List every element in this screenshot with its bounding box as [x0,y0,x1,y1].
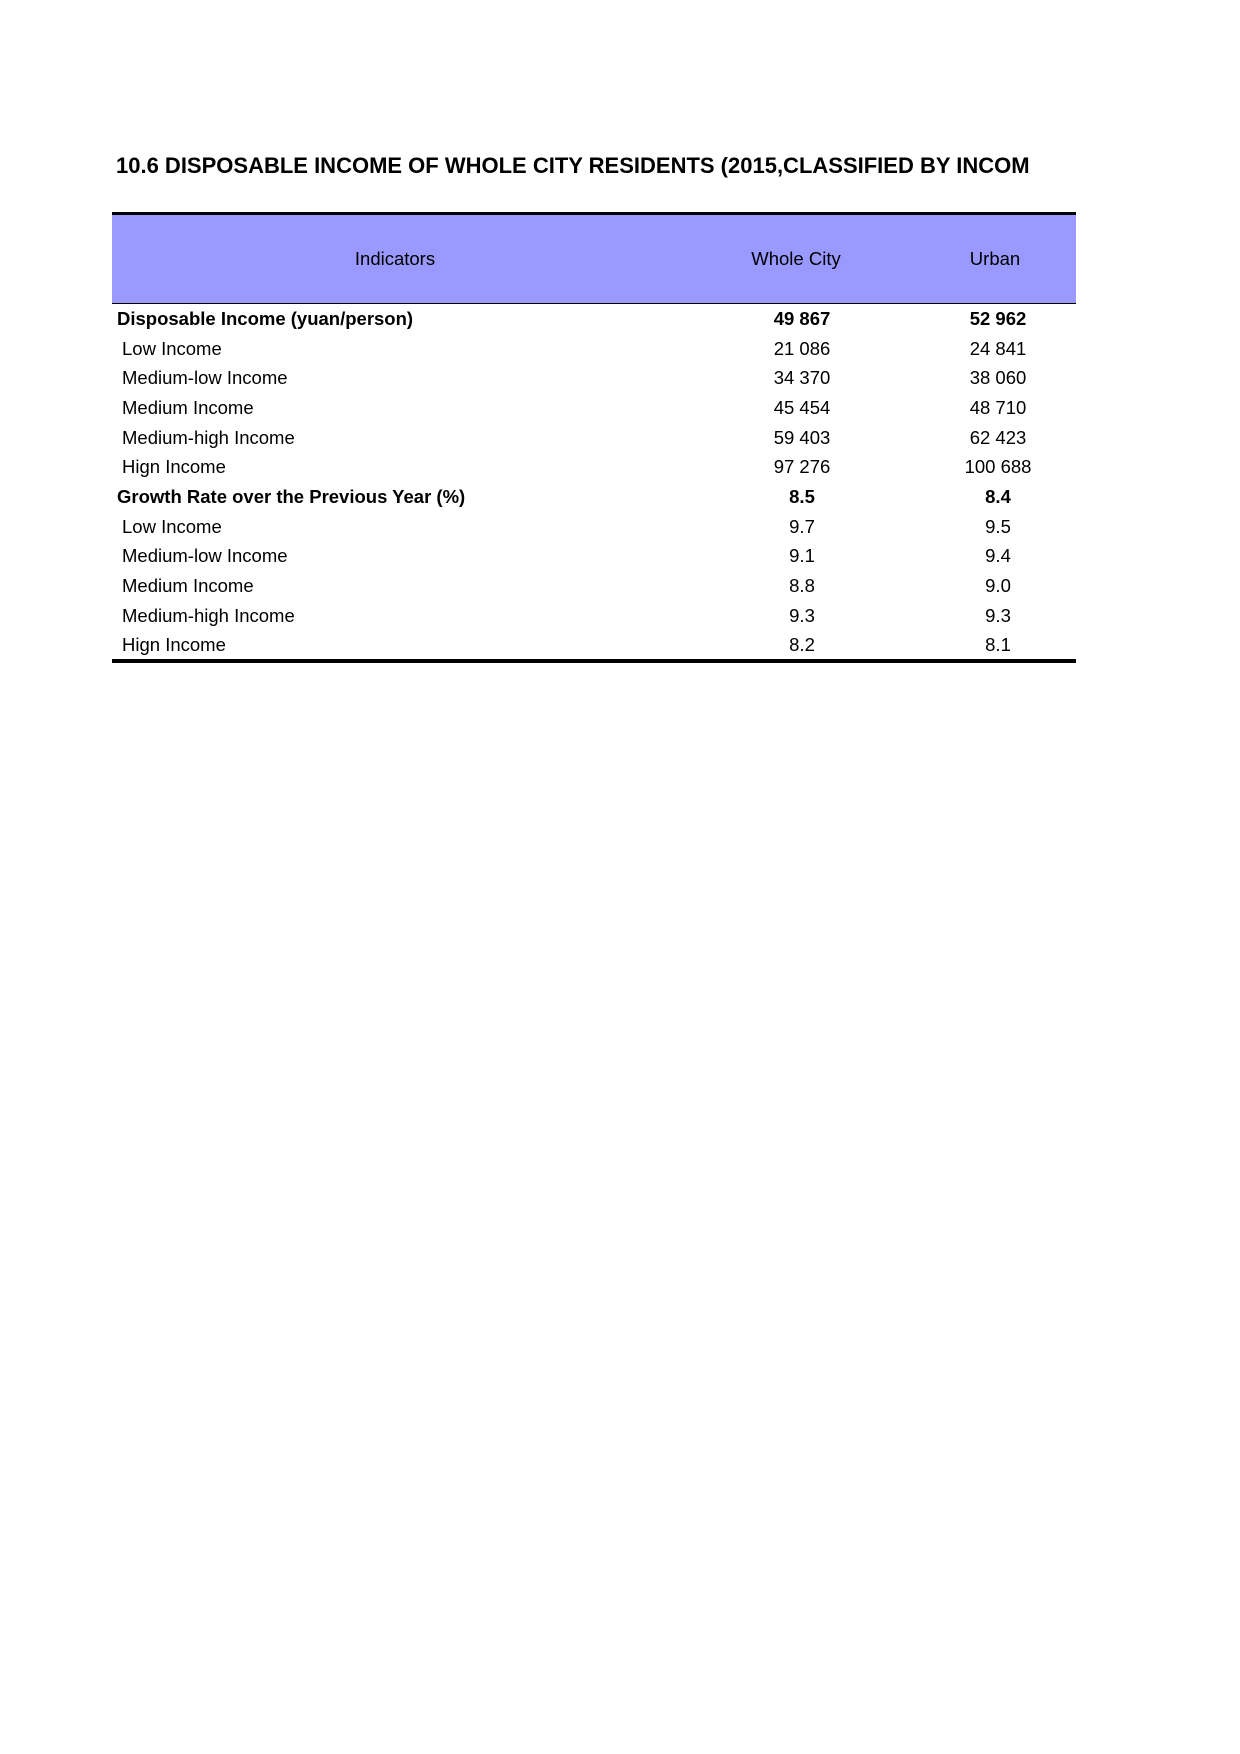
whole-city-value: 9.3 [789,604,815,626]
table-row [112,422,1076,452]
urban-value: 9.4 [985,545,1011,567]
table-row [112,630,1076,661]
whole-city-value: 34 370 [773,367,831,389]
table-row [112,600,1076,630]
column-header-urban: Urban [914,214,1076,304]
table-row [112,452,1076,482]
table-header-row [112,214,1076,304]
table-row [112,571,1076,601]
row-label: Medium-low Income [122,545,288,567]
row-label: Medium-low Income [122,367,288,389]
urban-value: 24 841 [969,337,1027,359]
urban-value: 100 688 [964,456,1032,478]
urban-value: 9.3 [985,604,1011,626]
table-row [112,393,1076,423]
urban-value: 9.0 [985,575,1011,597]
whole-city-value: 8.5 [789,485,815,507]
urban-value: 8.4 [985,485,1011,507]
urban-value: 52 962 [969,308,1027,330]
table-row [112,511,1076,541]
row-label: Disposable Income (yuan/person) [117,308,414,330]
row-label: Growth Rate over the Previous Year (%) [117,485,466,507]
whole-city-value: 8.2 [678,630,914,661]
whole-city-value: 45 454 [773,396,831,418]
whole-city-value: 59 403 [773,426,831,448]
row-label: Medium-high Income [122,426,295,448]
row-label: Low Income [122,337,222,359]
whole-city-value: 49 867 [773,308,831,330]
table-group-row [112,482,1076,512]
whole-city-value: 9.7 [789,515,815,537]
urban-value: 38 060 [969,367,1027,389]
whole-city-value: 9.1 [789,545,815,567]
whole-city-value: 8.8 [789,575,815,597]
whole-city-value: 97 276 [773,456,831,478]
table-body [112,304,1076,662]
urban-value: 48 710 [969,396,1027,418]
row-label: Low Income [122,515,222,537]
table-row [112,333,1076,363]
row-label: Hign Income [112,630,678,661]
table-row [112,541,1076,571]
income-table [112,212,1076,663]
row-label: Medium Income [122,396,254,418]
column-header-whole-city: Whole City [678,214,914,304]
row-label: Hign Income [122,456,226,478]
page-title: 10.6 DISPOSABLE INCOME OF WHOLE CITY RESIDENTS (2015,CLASSIFIED BY INCOM [116,153,1030,178]
income-table-container [112,212,1076,663]
urban-value: 62 423 [969,426,1027,448]
row-label: Medium Income [122,575,254,597]
column-header-indicators: Indicators [112,214,678,304]
row-label: Medium-high Income [122,604,295,626]
urban-value: 8.1 [914,630,1076,661]
table-row [112,363,1076,393]
whole-city-value: 21 086 [773,337,831,359]
table-group-row [112,304,1076,334]
urban-value: 9.5 [985,515,1011,537]
